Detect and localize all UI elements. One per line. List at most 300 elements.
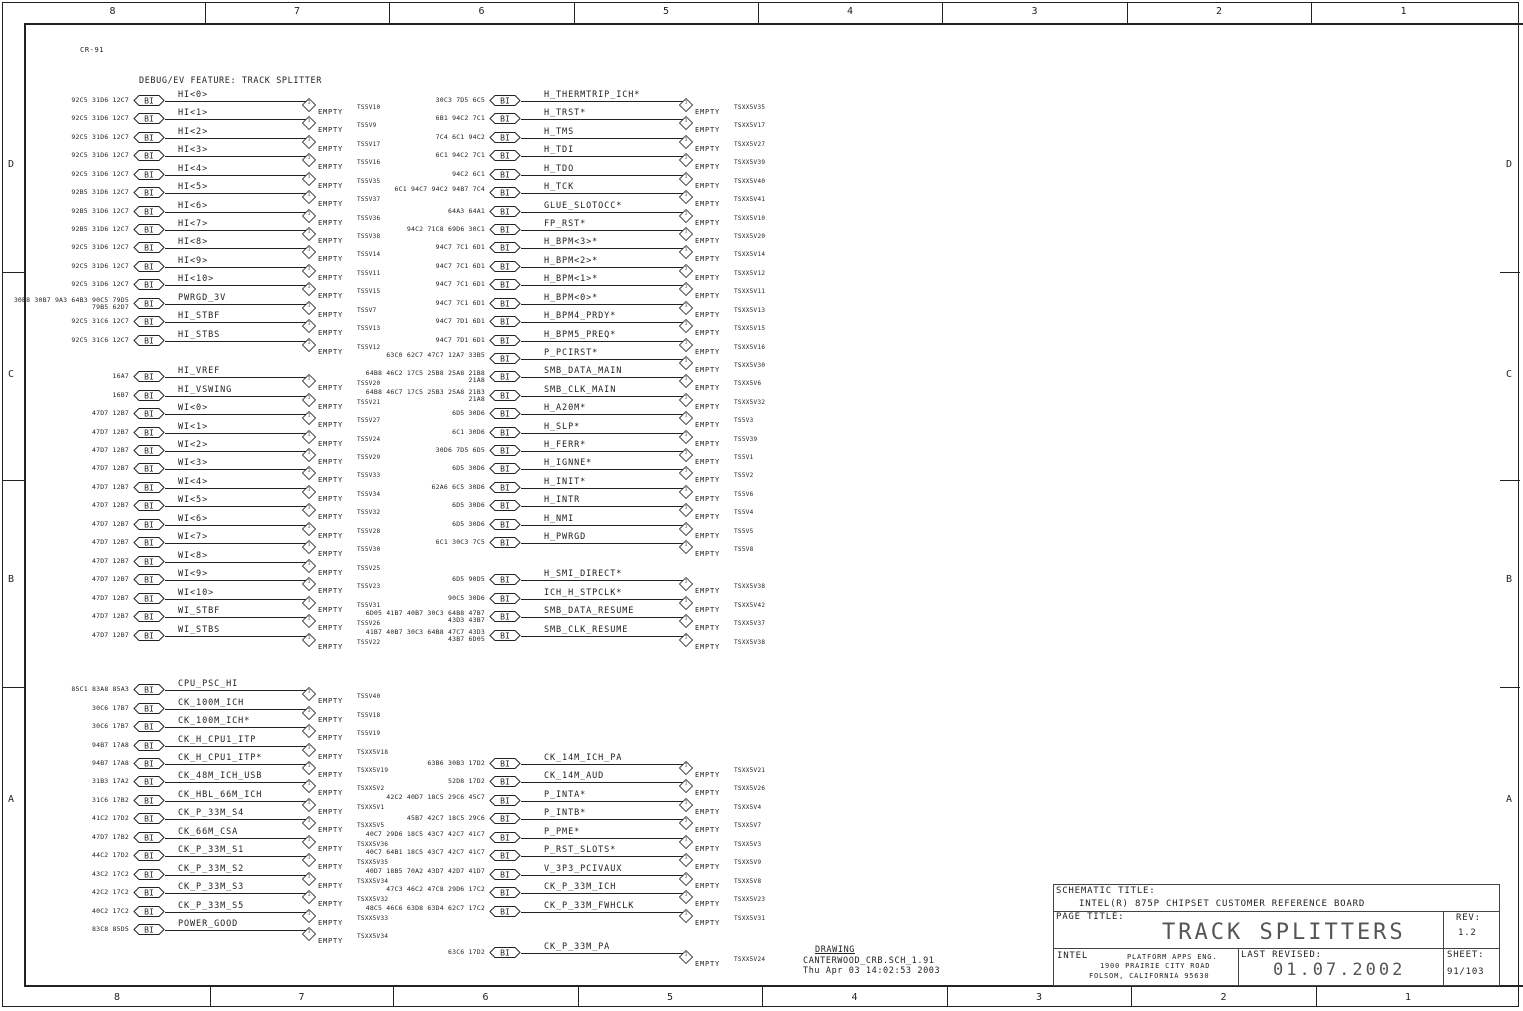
left_nets-empty-label: EMPTY	[318, 753, 344, 761]
bi-label: BI	[144, 704, 154, 714]
right_nets-testpoint-id: TSXX5V23	[734, 896, 766, 903]
bi-port-symbol	[489, 353, 521, 364]
svg-text:1: 1	[307, 616, 311, 622]
svg-text:1: 1	[307, 598, 311, 604]
left_nets-ref: 47D7 12B7	[91, 575, 129, 583]
right_nets-net-name: H_TDO	[544, 164, 575, 174]
test-point-diamond	[679, 853, 693, 867]
left_nets-testpoint-id: TS5V17	[357, 141, 381, 148]
bi-port-symbol	[133, 463, 165, 474]
right_nets-empty-label: EMPTY	[695, 163, 721, 171]
sheet-label: SHEET:	[1447, 950, 1485, 960]
left_nets-empty-label: EMPTY	[318, 458, 344, 466]
left_nets-empty-label: EMPTY	[318, 882, 344, 890]
bi-port-symbol	[489, 758, 521, 769]
left_nets-empty-label: EMPTY	[318, 440, 344, 448]
right_nets-testpoint-id: TSXX5V27	[734, 141, 766, 148]
left_nets-ref: 94B7 17A8	[91, 741, 129, 749]
bi-label: BI	[144, 133, 154, 143]
left_nets-net-name: HI<6>	[178, 201, 209, 211]
left_nets-testpoint-id: TSXX5V1	[357, 804, 385, 811]
left_nets-net-name: WI_STBF	[178, 606, 221, 616]
bi-label: BI	[144, 685, 154, 695]
left_nets-net-name: WI<9>	[178, 569, 209, 579]
left_nets-wire	[165, 212, 309, 213]
left_nets-wire	[165, 525, 309, 526]
bi-label: BI	[500, 796, 510, 806]
left_nets-testpoint-id: TS5V34	[357, 491, 381, 498]
bi-port-symbol	[489, 795, 521, 806]
test-point-diamond	[302, 411, 316, 425]
right_nets-net-name: H_TRST*	[544, 108, 587, 118]
bi-label: BI	[500, 391, 510, 401]
right_nets-ref: 64B8 46C7 17C5 25B3 25A8 21B3 21A8	[365, 388, 485, 403]
bi-port-symbol	[133, 740, 165, 751]
bi-label: BI	[500, 483, 510, 493]
svg-text:1: 1	[684, 284, 688, 290]
test-point-diamond	[302, 319, 316, 333]
bi-label: BI	[500, 207, 510, 217]
left_nets-net-name: CK_P_33M_S4	[178, 808, 245, 818]
left_nets-net-name: WI<8>	[178, 551, 209, 561]
zone-bottom-2: 2	[1220, 992, 1227, 1003]
left_nets-empty-label: EMPTY	[318, 624, 344, 632]
bi-port-symbol	[133, 574, 165, 585]
bi-port-symbol	[133, 206, 165, 217]
bi-label: BI	[144, 114, 154, 124]
left_nets-net-name: WI<4>	[178, 477, 209, 487]
left_nets-wire	[165, 782, 309, 783]
test-point-diamond	[302, 522, 316, 536]
left_nets-empty-label: EMPTY	[318, 808, 344, 816]
bi-label: BI	[144, 594, 154, 604]
left_nets-testpoint-id: TS5V25	[357, 565, 381, 572]
bi-label: BI	[144, 925, 154, 935]
left_nets-net-name: CK_P_33M_S1	[178, 845, 245, 855]
left_nets-ref: 92C5 31C6 12C7	[71, 336, 129, 344]
right_nets-empty-label: EMPTY	[695, 458, 721, 466]
bi-label: BI	[144, 243, 154, 253]
right_nets-wire	[521, 599, 686, 600]
right_nets-empty-label: EMPTY	[695, 789, 721, 797]
left_nets-testpoint-id: TS5V26	[357, 620, 381, 627]
right_nets-wire	[521, 451, 686, 452]
bi-port-symbol	[133, 187, 165, 198]
right_nets-wire	[521, 636, 686, 637]
left_nets-ref: 16A7	[112, 372, 129, 380]
right_nets-wire	[521, 119, 686, 120]
left_nets-net-name: CK_P_33M_S3	[178, 882, 245, 892]
left_nets-empty-label: EMPTY	[318, 771, 344, 779]
left_nets-net-name: PWRGD_3V	[178, 293, 227, 303]
right_nets-ref: 94C7 7C1 6D1	[435, 280, 485, 288]
bi-label: BI	[144, 759, 154, 769]
right_nets-net-name: P_PME*	[544, 827, 581, 837]
bi-port-symbol	[133, 482, 165, 493]
left_nets-net-name: CK_66M_CSA	[178, 827, 239, 837]
svg-text:1: 1	[684, 137, 688, 143]
right_nets-empty-label: EMPTY	[695, 495, 721, 503]
test-point-diamond	[302, 835, 316, 849]
left_nets-wire	[165, 875, 309, 876]
right_nets-net-name: H_FERR*	[544, 440, 587, 450]
bi-port-symbol	[133, 611, 165, 622]
svg-text:1: 1	[307, 100, 311, 106]
test-point-diamond	[302, 430, 316, 444]
test-point-diamond	[679, 448, 693, 462]
bi-port-symbol	[133, 537, 165, 548]
right_nets-testpoint-id: TSXX5V20	[734, 233, 766, 240]
test-point-diamond	[302, 687, 316, 701]
left_nets-ref: 92C5 31D6 12C7	[71, 280, 129, 288]
svg-text:1: 1	[684, 616, 688, 622]
right_nets-ref: 64B8 46C2 17C5 25B8 25A8 21B8 21A8	[365, 369, 485, 384]
svg-text:1: 1	[307, 468, 311, 474]
svg-text:1: 1	[684, 818, 688, 824]
test-point-diamond	[302, 761, 316, 775]
right_nets-net-name: H_THERMTRIP_ICH*	[544, 90, 641, 100]
left_nets-empty-label: EMPTY	[318, 532, 344, 540]
bi-port-symbol	[489, 593, 521, 604]
test-point-diamond	[302, 282, 316, 296]
right_nets-empty-label: EMPTY	[695, 182, 721, 190]
test-point-diamond	[679, 798, 693, 812]
right_nets-testpoint-id: TS5V8	[734, 546, 754, 553]
bi-port-symbol	[489, 242, 521, 253]
right_nets-net-name: SMB_CLK_MAIN	[544, 385, 617, 395]
bi-label: BI	[144, 777, 154, 787]
test-point-diamond	[679, 411, 693, 425]
bi-label: BI	[144, 299, 154, 309]
left_nets-net-name: CK_P_33M_S2	[178, 864, 245, 874]
right_nets-empty-label: EMPTY	[695, 919, 721, 927]
svg-text:1: 1	[307, 137, 311, 143]
svg-text:1: 1	[684, 579, 688, 585]
svg-text:1: 1	[307, 340, 311, 346]
zone-top-5: 5	[662, 6, 670, 17]
test-point-diamond	[302, 779, 316, 793]
test-point-diamond	[679, 522, 693, 536]
bi-port-symbol	[133, 556, 165, 567]
svg-text:1: 1	[307, 542, 311, 548]
svg-text:1: 1	[307, 818, 311, 824]
svg-text:1: 1	[684, 487, 688, 493]
right_nets-wire	[521, 175, 686, 176]
svg-text:1: 1	[684, 376, 688, 382]
bi-port-symbol	[489, 537, 521, 548]
svg-text:1: 1	[684, 781, 688, 787]
bi-port-symbol	[489, 813, 521, 824]
left_nets-testpoint-id: TS5V36	[357, 215, 381, 222]
left_nets-wire	[165, 617, 309, 618]
svg-text:1: 1	[307, 174, 311, 180]
left_nets-ref: 47D7 12B7	[91, 501, 129, 509]
bi-port-symbol	[489, 298, 521, 309]
left_nets-empty-label: EMPTY	[318, 643, 344, 651]
right_nets-testpoint-id: TS5V1	[734, 454, 754, 461]
left_nets-testpoint-id: TS5V35	[357, 178, 381, 185]
right_nets-net-name: CK_P_33M_PA	[544, 942, 611, 952]
sheet-border-inner	[24, 23, 1523, 987]
zone-top-3: 3	[1031, 6, 1038, 17]
test-point-diamond	[302, 245, 316, 259]
right_nets-empty-label: EMPTY	[695, 108, 721, 116]
right_nets-net-name: CK_14M_ICH_PA	[544, 753, 623, 763]
right_nets-net-name: CK_P_33M_ICH	[544, 882, 617, 892]
left_nets-wire	[165, 764, 309, 765]
left_nets-ref: 16B7	[112, 391, 129, 399]
right_nets-wire	[521, 856, 686, 857]
bi-label: BI	[144, 870, 154, 880]
left_nets-ref: 47D7 12B7	[91, 594, 129, 602]
right_nets-empty-label: EMPTY	[695, 255, 721, 263]
svg-text:1: 1	[684, 155, 688, 161]
test-point-diamond	[679, 835, 693, 849]
test-point-diamond	[302, 135, 316, 149]
test-point-diamond	[679, 172, 693, 186]
bi-label: BI	[500, 759, 510, 769]
left_nets-ref: 92C5 31D6 12C7	[71, 96, 129, 104]
right_nets-ref: 63B6 30B3 17D2	[427, 759, 485, 767]
left_nets-ref: 92C5 31D6 12C7	[71, 262, 129, 270]
zone-divider-bottom	[393, 987, 394, 1007]
left_nets-empty-label: EMPTY	[318, 569, 344, 577]
bi-label: BI	[144, 851, 154, 861]
bi-label: BI	[500, 870, 510, 880]
test-point-diamond	[302, 98, 316, 112]
right_nets-testpoint-id: TSXX5V37	[734, 620, 766, 627]
right_nets-empty-label: EMPTY	[695, 145, 721, 153]
svg-text:1: 1	[684, 395, 688, 401]
bi-label: BI	[500, 777, 510, 787]
bi-label: BI	[500, 188, 510, 198]
left_nets-ref: 47D7 12B7	[91, 557, 129, 565]
left_nets-empty-label: EMPTY	[318, 126, 344, 134]
svg-text:1: 1	[684, 211, 688, 217]
right_nets-wire	[521, 875, 686, 876]
test-point-diamond	[679, 540, 693, 554]
right_nets-ref: 6D5 30D6	[452, 409, 485, 417]
svg-text:1: 1	[307, 763, 311, 769]
test-point-diamond	[679, 779, 693, 793]
right_nets-ref: 48C5 46C6 63D8 63D4 62C7 17C2	[365, 904, 485, 912]
right_nets-net-name: H_BPM<3>*	[544, 237, 599, 247]
bi-label: BI	[144, 464, 154, 474]
right_nets-net-name: H_SLP*	[544, 422, 581, 432]
right_nets-empty-label: EMPTY	[695, 550, 721, 558]
zone-bottom-7: 7	[298, 992, 305, 1003]
right_nets-ref: 94C7 7D1 6D1	[435, 317, 485, 325]
test-point-diamond	[302, 743, 316, 757]
left_nets-ref: 92C5 31D6 12C7	[71, 151, 129, 159]
bi-label: BI	[144, 446, 154, 456]
right_nets-wire	[521, 248, 686, 249]
bi-port-symbol	[133, 335, 165, 346]
left_nets-ref: 92C5 31D6 12C7	[71, 114, 129, 122]
bi-port-symbol	[133, 445, 165, 456]
right_nets-wire	[521, 101, 686, 102]
left_nets-empty-label: EMPTY	[318, 237, 344, 245]
bi-port-symbol	[133, 279, 165, 290]
zone-bottom-4: 4	[851, 992, 858, 1003]
right_nets-ref: 52D8 17D2	[447, 777, 485, 785]
left_nets-wire	[165, 248, 309, 249]
left_nets-ref: 47D7 12B7	[91, 409, 129, 417]
right_nets-empty-label: EMPTY	[695, 900, 721, 908]
bi-label: BI	[144, 907, 154, 917]
left_nets-empty-label: EMPTY	[318, 329, 344, 337]
zone-divider-bottom	[762, 987, 763, 1007]
bi-label: BI	[144, 722, 154, 732]
right_nets-testpoint-id: TSXX5V31	[734, 915, 766, 922]
test-point-diamond	[679, 227, 693, 241]
left_nets-empty-label: EMPTY	[318, 919, 344, 927]
left_nets-empty-label: EMPTY	[318, 587, 344, 595]
right_nets-net-name: H_BPM4_PRDY*	[544, 311, 617, 321]
bi-label: BI	[144, 428, 154, 438]
left_nets-empty-label: EMPTY	[318, 495, 344, 503]
svg-text:1: 1	[684, 266, 688, 272]
test-point-diamond	[302, 798, 316, 812]
bi-port-symbol	[133, 408, 165, 419]
right_nets-testpoint-id: TSXX5V14	[734, 251, 766, 258]
left_nets-net-name: CK_100M_ICH	[178, 698, 245, 708]
right_nets-testpoint-id: TS5V4	[734, 509, 754, 516]
bi-port-symbol	[133, 795, 165, 806]
right_nets-testpoint-id: TSXX5V9	[734, 859, 762, 866]
company-divider	[1238, 948, 1239, 986]
left_nets-testpoint-id: TS5V10	[357, 104, 381, 111]
right_nets-wire	[521, 543, 686, 544]
left_nets-wire	[165, 341, 309, 342]
right_nets-ref: 94C2 71C8 69D6 30C1	[406, 225, 485, 233]
left_nets-net-name: HI<1>	[178, 108, 209, 118]
right_nets-ref: 63C6 17D2	[447, 948, 485, 956]
bi-label: BI	[500, 888, 510, 898]
bi-port-symbol	[133, 850, 165, 861]
right_nets-net-name: H_TDI	[544, 145, 575, 155]
left_nets-wire	[165, 469, 309, 470]
right_nets-wire	[521, 893, 686, 894]
bi-port-symbol	[133, 703, 165, 714]
left_nets-ref: 85C1 83A8 85A3	[71, 685, 129, 693]
right_nets-net-name: H_BPM5_PREQ*	[544, 330, 617, 340]
bi-port-symbol	[489, 832, 521, 843]
left_nets-wire	[165, 119, 309, 120]
left_nets-testpoint-id: TS5V23	[357, 583, 381, 590]
left_nets-net-name: CPU_PSC_HI	[178, 679, 239, 689]
bi-port-symbol	[133, 224, 165, 235]
left_nets-net-name: HI_VSWING	[178, 385, 233, 395]
bi-label: BI	[144, 262, 154, 272]
right_nets-ref: 94C2 6C1	[452, 170, 485, 178]
right_nets-testpoint-id: TSXX5V17	[734, 122, 766, 129]
left_nets-ref: 47D7 12B7	[91, 612, 129, 620]
bi-port-symbol	[133, 150, 165, 161]
zone-divider-top	[1127, 3, 1128, 23]
test-point-diamond	[679, 135, 693, 149]
svg-text:1: 1	[307, 745, 311, 751]
right_nets-ref: 6C1 30C3 7C5	[435, 538, 485, 546]
zone-top-7: 7	[293, 6, 301, 17]
left_nets-wire	[165, 377, 309, 378]
svg-text:1: 1	[684, 174, 688, 180]
left_nets-empty-label: EMPTY	[318, 550, 344, 558]
right_nets-empty-label: EMPTY	[695, 826, 721, 834]
right_nets-empty-label: EMPTY	[695, 624, 721, 632]
svg-text:1: 1	[684, 321, 688, 327]
left_nets-ref: 31C6 17B2	[91, 796, 129, 804]
zone-bottom-1: 1	[1404, 992, 1412, 1003]
bi-port-symbol	[133, 298, 165, 309]
bi-label: BI	[500, 114, 510, 124]
right_nets-ref: 30C3 7D5 6C5	[435, 96, 485, 104]
bi-label: BI	[144, 207, 154, 217]
svg-text:1: 1	[684, 192, 688, 198]
test-point-diamond	[302, 466, 316, 480]
zone-left-A: A	[8, 794, 15, 805]
sheet-code: CR-91	[80, 46, 105, 54]
bi-port-symbol	[489, 500, 521, 511]
left_nets-wire	[165, 690, 309, 691]
right_nets-net-name: P_INTA*	[544, 790, 587, 800]
svg-text:1: 1	[307, 211, 311, 217]
left_nets-wire	[165, 285, 309, 286]
right_nets-empty-label: EMPTY	[695, 532, 721, 540]
right_nets-empty-label: EMPTY	[695, 845, 721, 853]
svg-text:1: 1	[684, 118, 688, 124]
right_nets-ref: 40C7 29D6 18C5 43C7 42C7 41C7	[365, 830, 485, 838]
right_nets-wire	[521, 377, 686, 378]
bi-port-symbol	[133, 887, 165, 898]
left_nets-ref: 30B8 30B7 9A3 64B3 90C5 79D5 79B5 62D7	[13, 296, 129, 311]
left_nets-net-name: WI<7>	[178, 532, 209, 542]
bi-port-symbol	[489, 371, 521, 382]
page-title-label: PAGE TITLE:	[1056, 912, 1125, 922]
right_nets-wire	[521, 304, 686, 305]
zone-right-D: D	[1506, 159, 1513, 170]
right_nets-wire	[521, 322, 686, 323]
bi-label: BI	[144, 796, 154, 806]
left_nets-ref: 92C5 31D6 12C7	[71, 170, 129, 178]
left_nets-testpoint-id: TSXX5V18	[357, 749, 389, 756]
zone-divider-right	[1500, 687, 1520, 688]
test-point-diamond	[302, 706, 316, 720]
zone-top-8: 8	[109, 6, 116, 17]
test-point-diamond	[679, 485, 693, 499]
right_nets-wire	[521, 764, 686, 765]
right_nets-wire	[521, 396, 686, 397]
right_nets-testpoint-id: TSXX5V10	[734, 215, 766, 222]
test-point-diamond	[679, 816, 693, 830]
right_nets-testpoint-id: TSXX5V8	[734, 878, 762, 885]
left_nets-empty-label: EMPTY	[318, 255, 344, 263]
drawing-date: Thu Apr 03 14:02:53 2003	[803, 966, 941, 976]
right_nets-net-name: ICH_H_STPCLK*	[544, 588, 623, 598]
bi-port-symbol	[133, 242, 165, 253]
zone-divider-bottom	[1131, 987, 1132, 1007]
bi-port-symbol	[133, 132, 165, 143]
bi-label: BI	[144, 741, 154, 751]
left_nets-testpoint-id: TS5V21	[357, 399, 381, 406]
right_nets-empty-label: EMPTY	[695, 421, 721, 429]
left_nets-wire	[165, 819, 309, 820]
bi-port-symbol	[489, 869, 521, 880]
right_nets-wire	[521, 506, 686, 507]
test-point-diamond	[302, 559, 316, 573]
bi-port-symbol	[133, 261, 165, 272]
left_nets-wire	[165, 193, 309, 194]
